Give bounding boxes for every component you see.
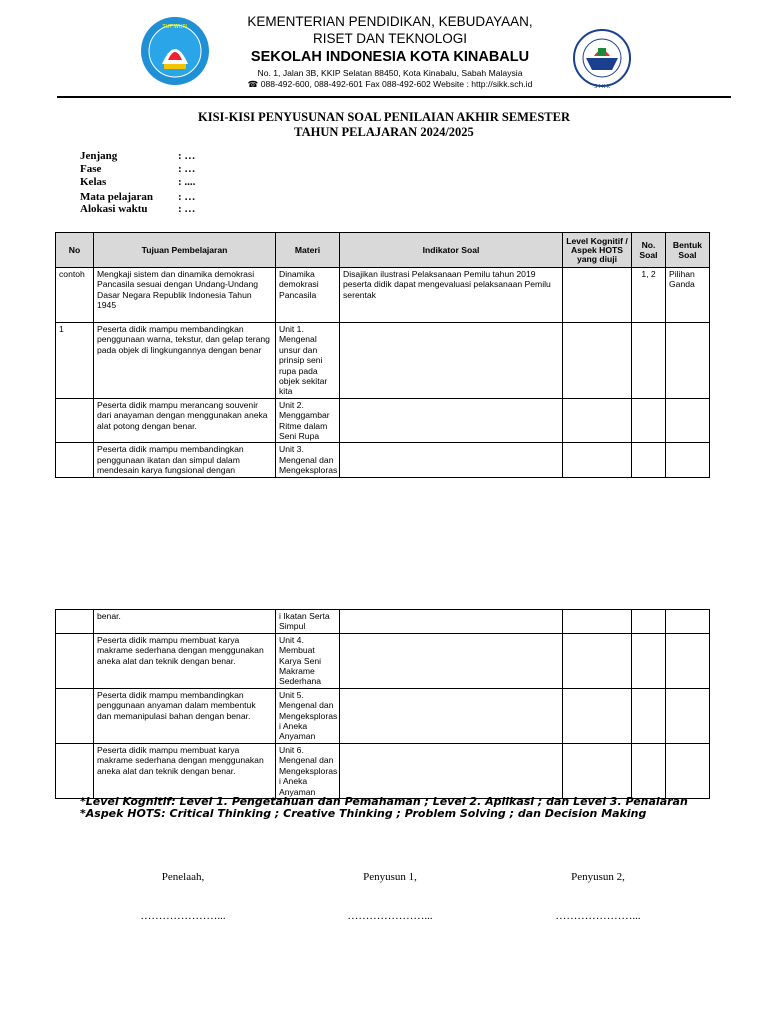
cell-no: contoh — [56, 268, 94, 323]
cell-nosoal — [632, 398, 666, 443]
cell-bentuk — [666, 688, 710, 743]
meta-jenjang — [80, 150, 195, 162]
cell-indikator — [340, 398, 563, 443]
cell-nosoal — [632, 610, 666, 634]
cell-materi: Dinamika demokrasi Pancasila — [276, 268, 340, 323]
cell-tujuan: Peserta didik mampu membandingkan penggunaan warna, tekstur, dan gelap terang pada objek di lingkungannya dengan benar — [94, 323, 276, 399]
school-name: SEKOLAH INDONESIA KOTA KINABALU — [250, 49, 530, 65]
col-header-indikator: Indikator Soal — [340, 233, 563, 268]
cell-nosoal — [632, 688, 666, 743]
school-address: No. 1, Jalan 3B, KKIP Selatan 88450, Kota Kinabalu, Sabah Malaysia — [257, 68, 523, 78]
cell-indikator — [340, 743, 563, 798]
meta-value: : … — [178, 150, 196, 162]
school-contact: ☎ 088-492-600, 088-492-601 Fax 088-492-602 Website : http://sikk.sch.id — [247, 79, 533, 89]
cell-materi: Unit 2. Menggambar Ritme dalam Seni Rupa — [276, 398, 340, 443]
meta-label: Alokasi waktu — [80, 203, 148, 215]
document-subtitle: TAHUN PELAJARAN 2024/2025 — [294, 125, 474, 139]
cell-level — [563, 398, 632, 443]
cell-no — [56, 443, 94, 477]
meta-label: Fase — [80, 163, 102, 175]
ministry-name-line1: KEMENTERIAN PENDIDIKAN, KEBUDAYAAN, — [247, 14, 533, 29]
col-header-level: Level Kognitif / Aspek HOTS yang diuji — [563, 233, 632, 268]
signature-penyusun2-role: Penyusun 2, — [571, 871, 625, 883]
cell-indikator — [340, 443, 563, 477]
cell-indikator — [340, 688, 563, 743]
cell-nosoal — [632, 443, 666, 477]
table-row — [56, 268, 710, 323]
cell-tujuan: Peserta didik mampu membuat karya makrame sederhana dengan menggunakan aneka alat dan teknik dengan benar. — [94, 743, 276, 798]
document-title: KISI-KISI PENYUSUNAN SOAL PENILAIAN AKHIR SEMESTER — [198, 110, 570, 124]
signature-penyusun2-line: …………………... — [555, 910, 641, 922]
cell-no — [56, 633, 94, 688]
meta-fase — [80, 163, 195, 175]
col-header-materi: Materi — [276, 233, 340, 268]
table-row — [56, 633, 710, 688]
meta-label: Kelas — [80, 176, 107, 188]
col-header-no: No — [56, 233, 94, 268]
table-row — [56, 398, 710, 443]
cell-indikator — [340, 633, 563, 688]
table-row — [56, 743, 710, 798]
meta-value: : … — [178, 191, 196, 203]
cell-bentuk — [666, 443, 710, 477]
cell-indikator — [340, 610, 563, 634]
table-row — [56, 610, 710, 634]
cell-bentuk — [666, 610, 710, 634]
note-aspek-hots: *Aspek HOTS: Critical Thinking ; Creative Thinking ; Problem Solving ; dan Decision Making — [80, 807, 647, 820]
table-row — [56, 323, 710, 399]
table-header-row — [56, 233, 710, 268]
header-rule — [57, 96, 731, 98]
meta-mata-pelajaran — [80, 191, 195, 203]
cell-materi: Unit 4. Membuat Karya Seni Makrame Sederhana — [276, 633, 340, 688]
table-row — [56, 688, 710, 743]
cell-materi: Unit 5. Mengenal dan Mengeksploras i Aneka Anyaman — [276, 688, 340, 743]
meta-value: : … — [178, 203, 196, 215]
cell-no — [56, 610, 94, 634]
cell-level — [563, 633, 632, 688]
cell-nosoal — [632, 633, 666, 688]
cell-materi: Unit 3. Mengenal dan Mengeksploras — [276, 443, 340, 477]
cell-materi: Unit 1. Mengenal unsur dan prinsip seni rupa pada objek sekitar kita — [276, 323, 340, 399]
signature-penelaah-role: Penelaah, — [161, 871, 205, 883]
cell-level — [563, 688, 632, 743]
meta-value: : .... — [178, 176, 196, 188]
meta-alokasi-waktu — [80, 203, 195, 215]
cell-materi: i Ikatan Serta Simpul — [276, 610, 340, 634]
cell-level — [563, 743, 632, 798]
table-row — [56, 443, 710, 477]
cell-no: 1 — [56, 323, 94, 399]
cell-materi: Unit 6. Mengenal dan Mengeksploras i Aneka Anyaman — [276, 743, 340, 798]
cell-tujuan: Peserta didik mampu membandingkan penggunaan anyaman dalam membentuk dan memanipulasi bahan dengan benar. — [94, 688, 276, 743]
cell-bentuk — [666, 743, 710, 798]
meta-kelas — [80, 176, 195, 188]
cell-tujuan: Peserta didik mampu membandingkan penggunaan ikatan dan simpul dalam mendesain karya fungsional dengan — [94, 443, 276, 477]
cell-level — [563, 443, 632, 477]
cell-indikator — [340, 323, 563, 399]
cell-bentuk: Pilihan Ganda — [666, 268, 710, 323]
kisi-kisi-table-top — [55, 232, 710, 478]
cell-nosoal — [632, 323, 666, 399]
cell-nosoal — [632, 743, 666, 798]
cell-tujuan: benar. — [94, 610, 276, 634]
signature-penyusun1-role: Penyusun 1, — [363, 871, 417, 883]
col-header-nosoal: No. Soal — [632, 233, 666, 268]
signature-penyusun1-line: …………………... — [347, 910, 433, 922]
cell-no — [56, 743, 94, 798]
cell-nosoal: 1, 2 — [632, 268, 666, 323]
cell-bentuk — [666, 633, 710, 688]
kisi-kisi-table-bottom — [55, 609, 710, 799]
cell-level — [563, 323, 632, 399]
cell-tujuan: Peserta didik mampu merancang souvenir dari anayaman dengan menggunakan aneka alat potong dengan benar. — [94, 398, 276, 443]
note-level-kognitif: *Level Kognitif: Level 1. Pengetahuan dan Pemahaman ; Level 2. Aplikasi ; dan Level 3. Penalaran — [80, 795, 688, 808]
cell-tujuan: Mengkaji sistem dan dinamika demokrasi Pancasila sesuai dengan Undang-Undang Dasar Negara Republik Indonesia Tahun 1945 — [94, 268, 276, 323]
meta-label: Mata pelajaran — [80, 191, 154, 203]
cell-no — [56, 398, 94, 443]
cell-level — [563, 268, 632, 323]
meta-value: : … — [178, 163, 196, 175]
cell-no — [56, 688, 94, 743]
signature-penelaah-line: …………………... — [140, 910, 226, 922]
svg-text:S I K K: S I K K — [594, 84, 610, 90]
cell-indikator: Disajikan ilustrasi Pelaksanaan Pemilu tahun 2019 peserta didik dapat mengevaluasi pelaksanaan Pemilu serentak — [340, 268, 563, 323]
col-header-bentuk: Bentuk Soal — [666, 233, 710, 268]
ministry-name-line2: RISET DAN TEKNOLOGI — [312, 31, 468, 46]
svg-text:TUT WURI: TUT WURI — [162, 24, 188, 30]
cell-bentuk — [666, 323, 710, 399]
cell-tujuan: Peserta didik mampu membuat karya makrame sederhana dengan menggunakan aneka alat dan teknik dengan benar. — [94, 633, 276, 688]
cell-bentuk — [666, 398, 710, 443]
cell-level — [563, 610, 632, 634]
meta-label: Jenjang — [80, 150, 118, 162]
col-header-tujuan: Tujuan Pembelajaran — [94, 233, 276, 268]
